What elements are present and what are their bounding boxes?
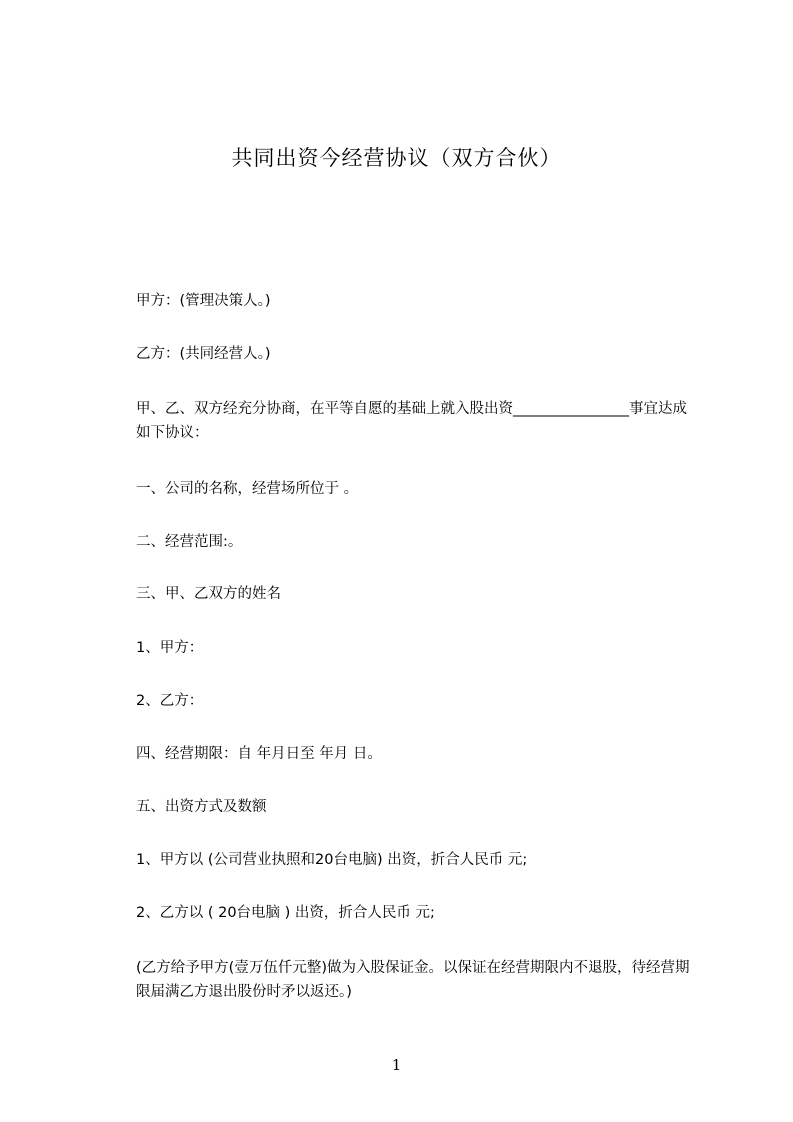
clause-1-company-name: 一、公司的名称，经营场所位于 。	[136, 481, 359, 497]
clause-5-party-b-contribution: 2、乙方以 ( 20台电脑 ) 出资，折合人民币 元;	[136, 905, 435, 921]
clause-5-party-a-contribution: 1、甲方以 (公司营业执照和20台电脑) 出资，折合人民币 元;	[136, 852, 528, 868]
document-title: 共同出资今经营协议（双方合伙）	[231, 146, 562, 170]
clause-5-contribution: 五、出资方式及数额	[136, 799, 267, 815]
clause-3-party-b: 2、乙方：	[136, 693, 204, 709]
clause-4-term: 四、经营期限：自 年月日至 年月 日。	[136, 746, 382, 762]
deposit-note: (乙方给予甲方(壹万伍仟元整)做为入股保证金。以保证在经营期限内不退股，待经营期限届满乙方退出股份时矛以返还。)	[136, 960, 690, 1000]
intro-paragraph: 甲、乙、双方经充分协商，在平等自愿的基础上就入股出资________________事宜达成如下协议：	[136, 401, 687, 441]
party-b-line: 乙方：(共同经营人。)	[136, 346, 271, 362]
clause-3-party-names: 三、甲、乙双方的姓名	[136, 586, 281, 602]
clause-2-business-scope: 二、经营范围:。	[136, 534, 243, 550]
party-a-line: 甲方：(管理决策人。)	[136, 293, 271, 309]
clause-3-party-a: 1、甲方：	[136, 640, 204, 656]
page-number: 1	[391, 1056, 402, 1074]
